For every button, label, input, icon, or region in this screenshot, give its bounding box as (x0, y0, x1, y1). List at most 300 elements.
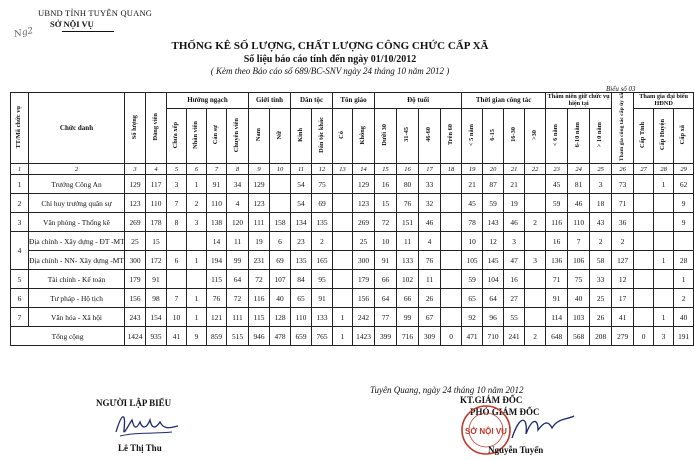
data-cell: 78 (462, 213, 483, 232)
data-cell: 21 (504, 175, 525, 194)
data-cell: 158 (270, 213, 291, 232)
total-cell: 1424 (125, 327, 146, 346)
data-cell: 110 (146, 194, 167, 213)
data-cell: 33 (590, 270, 612, 289)
data-cell: 46 (504, 213, 525, 232)
data-cell: 72 (227, 289, 249, 308)
data-cell: 1 (654, 308, 674, 327)
data-cell: 27 (504, 289, 525, 308)
data-cell: 23 (291, 232, 312, 251)
table-row (11, 270, 694, 289)
data-cell: 81 (568, 175, 590, 194)
data-cell (525, 289, 546, 308)
department-underline (62, 31, 114, 32)
data-cell (654, 289, 674, 308)
data-cell (270, 175, 291, 194)
data-cell: 64 (483, 289, 504, 308)
data-cell: 165 (312, 251, 333, 270)
data-cell: 41 (612, 308, 634, 327)
col-work-3-label: 16-30 (509, 127, 517, 143)
table-row (11, 232, 694, 251)
index-cell: 15 (375, 164, 397, 175)
index-cell: 19 (462, 164, 483, 175)
data-cell: 15 (146, 232, 167, 251)
data-cell: 72 (375, 213, 397, 232)
col-sen-1 (546, 108, 568, 163)
col-rank-unclassified (167, 108, 187, 163)
col-rank-staff-label: Nhân viên (192, 120, 200, 149)
data-cell: 40 (270, 289, 291, 308)
total-cell: 9 (187, 327, 207, 346)
data-cell: 91 (312, 289, 333, 308)
data-cell (654, 270, 674, 289)
data-cell: 136 (546, 251, 568, 270)
total-cell: 241 (504, 327, 525, 346)
data-cell: 69 (312, 194, 333, 213)
col-rank-specialist-label: Chuyên viên (233, 117, 241, 152)
row-number: 4 (11, 232, 29, 270)
data-cell: 179 (353, 270, 375, 289)
index-cell: 27 (634, 164, 654, 175)
col-rel-yes (333, 108, 353, 163)
data-cell: 71 (612, 194, 634, 213)
data-cell: 3 (525, 251, 546, 270)
total-cell: 191 (674, 327, 694, 346)
data-cell: 32 (419, 194, 441, 213)
data-cell: 40 (568, 289, 590, 308)
data-cell (167, 270, 187, 289)
index-cell: 12 (312, 164, 333, 175)
col-stt-header (11, 93, 29, 164)
data-cell (654, 232, 674, 251)
col-hd-district-label: Cấp Huyện (659, 119, 667, 151)
col-work-2 (483, 108, 504, 163)
data-cell: 16 (504, 270, 525, 289)
data-cell: 12 (612, 270, 634, 289)
data-cell: 76 (397, 194, 419, 213)
index-cell: 13 (333, 164, 353, 175)
col-age-2-label: 31-45 (403, 127, 411, 143)
col-stt-label: TT/Mã chức vụ (15, 105, 23, 149)
data-cell: 194 (207, 251, 227, 270)
total-cell: 309 (419, 327, 441, 346)
data-cell: 21 (462, 175, 483, 194)
index-cell: 2 (29, 164, 125, 175)
row-number: 6 (11, 289, 29, 308)
col-work-1-label: < 5 năm (467, 123, 475, 146)
data-cell: 121 (207, 308, 227, 327)
index-cell: 28 (654, 164, 674, 175)
data-cell: 99 (397, 308, 419, 327)
col-qty-label: Số lượng (130, 114, 138, 140)
data-cell: 117 (146, 175, 167, 194)
data-cell: 15 (375, 194, 397, 213)
data-cell: 54 (291, 175, 312, 194)
data-cell: 16 (375, 175, 397, 194)
data-cell: 12 (483, 232, 504, 251)
data-cell (525, 270, 546, 289)
data-cell: 135 (291, 251, 312, 270)
col-age-1 (375, 108, 397, 163)
data-cell: 69 (270, 251, 291, 270)
total-cell: 41 (167, 327, 187, 346)
data-cell (333, 175, 353, 194)
data-cell: 129 (249, 175, 270, 194)
data-cell: 1 (187, 251, 207, 270)
data-cell: 71 (546, 270, 568, 289)
data-cell (654, 213, 674, 232)
col-rel-yes-label: Có (338, 130, 346, 139)
data-cell: 80 (397, 175, 419, 194)
data-cell: 9 (674, 213, 694, 232)
data-cell: 76 (419, 251, 441, 270)
sheet-number: Biểu số 03 (606, 85, 636, 93)
data-cell: 4 (227, 194, 249, 213)
index-cell: 29 (674, 164, 694, 175)
data-cell: 134 (291, 213, 312, 232)
data-cell (187, 232, 207, 251)
data-cell: 11 (397, 232, 419, 251)
col-rank-unclassified-label: Chưa xếp (172, 121, 180, 149)
data-cell: 116 (546, 213, 568, 232)
data-cell: 9 (674, 194, 694, 213)
index-cell: 4 (146, 164, 167, 175)
row-title: Tư pháp - Hộ tịch (29, 289, 125, 308)
data-cell (654, 194, 674, 213)
data-cell: 58 (590, 251, 612, 270)
data-cell (441, 251, 462, 270)
data-cell: 127 (612, 251, 634, 270)
data-cell: 129 (125, 175, 146, 194)
approver-title: KT.GIÁM ĐỐC (460, 395, 523, 405)
data-cell: 99 (227, 251, 249, 270)
data-cell: 1 (674, 270, 694, 289)
total-cell: 279 (612, 327, 634, 346)
total-cell: 568 (568, 327, 590, 346)
index-cell: 20 (483, 164, 504, 175)
col-age-3 (419, 108, 441, 163)
data-cell: 2 (525, 213, 546, 232)
col-age-4 (441, 108, 462, 163)
data-cell: 7 (568, 232, 590, 251)
index-cell: 8 (227, 164, 249, 175)
data-cell: 145 (483, 251, 504, 270)
data-cell (525, 308, 546, 327)
data-cell: 106 (568, 251, 590, 270)
data-cell: 67 (419, 308, 441, 327)
total-cell: 765 (312, 327, 333, 346)
data-cell: 120 (227, 213, 249, 232)
index-cell: 10 (270, 164, 291, 175)
total-cell: 515 (227, 327, 249, 346)
total-cell: 859 (207, 327, 227, 346)
data-cell: 25 (125, 232, 146, 251)
row-number: 3 (11, 213, 29, 232)
data-cell (187, 270, 207, 289)
col-work-1 (462, 108, 483, 163)
row-number: 5 (11, 270, 29, 289)
data-cell: 91 (546, 289, 568, 308)
preparer-signature (112, 408, 182, 440)
data-cell: 11 (419, 270, 441, 289)
data-cell: 143 (483, 213, 504, 232)
data-cell: 123 (125, 194, 146, 213)
col-eth-kinh-label: Kinh (296, 127, 304, 142)
data-cell: 84 (291, 270, 312, 289)
data-cell: 1 (187, 175, 207, 194)
col-hd-district (654, 108, 674, 163)
index-cell: 1 (11, 164, 29, 175)
data-cell: 178 (146, 213, 167, 232)
data-cell: 1 (654, 251, 674, 270)
seal-text: SỞ NỘI VỤ (465, 427, 507, 436)
data-cell: 66 (397, 289, 419, 308)
data-cell: 102 (397, 270, 419, 289)
data-cell: 40 (674, 308, 694, 327)
data-cell: 156 (125, 289, 146, 308)
approver-name: Nguyễn Tuyến (488, 445, 544, 455)
col-sen-3-label: > 10 năm (596, 122, 604, 148)
data-cell: 6 (270, 232, 291, 251)
table-row (11, 194, 694, 213)
data-cell (634, 194, 654, 213)
data-cell: 14 (207, 232, 227, 251)
data-cell: 115 (207, 270, 227, 289)
data-cell: 3 (590, 175, 612, 194)
data-cell (634, 289, 654, 308)
data-cell: 1 (187, 289, 207, 308)
total-cell: 935 (146, 327, 167, 346)
col-sen-3 (590, 108, 612, 163)
data-cell: 128 (270, 308, 291, 327)
data-cell: 96 (483, 308, 504, 327)
total-label: Tổng cộng (11, 327, 125, 346)
data-cell: 1 (333, 308, 353, 327)
col-party-committee-header (612, 93, 634, 164)
col-gender-female (270, 108, 291, 163)
data-cell: 2 (674, 289, 694, 308)
index-cell: 16 (397, 164, 419, 175)
data-cell: 138 (207, 213, 227, 232)
data-cell: 3 (187, 213, 207, 232)
data-cell: 26 (419, 289, 441, 308)
data-cell: 10 (375, 232, 397, 251)
data-cell (441, 308, 462, 327)
data-cell: 110 (207, 194, 227, 213)
data-cell (333, 251, 353, 270)
data-cell: 111 (227, 308, 249, 327)
table-row (11, 175, 694, 194)
group-religion-header: Tôn giáo (333, 93, 375, 109)
data-cell: 75 (312, 175, 333, 194)
table-row (11, 289, 694, 308)
data-cell: 2 (612, 232, 634, 251)
col-sen-2-label: 6-10 năm (574, 122, 582, 148)
col-hd-province-label: Cấp Tỉnh (639, 121, 647, 148)
index-cell: 24 (568, 164, 590, 175)
data-cell: 114 (546, 308, 568, 327)
data-cell: 242 (353, 308, 375, 327)
row-number: 2 (11, 194, 29, 213)
data-cell: 59 (483, 194, 504, 213)
data-cell (333, 213, 353, 232)
col-rank-staff (187, 108, 207, 163)
data-cell: 19 (504, 194, 525, 213)
data-cell: 76 (207, 289, 227, 308)
col-sen-1-label: < 6 năm (552, 123, 560, 146)
data-cell: 10 (462, 232, 483, 251)
index-cell: 25 (590, 164, 612, 175)
data-cell: 73 (612, 175, 634, 194)
data-cell: 98 (146, 289, 167, 308)
col-hd-province (634, 108, 654, 163)
data-cell: 104 (483, 270, 504, 289)
data-cell: 46 (568, 194, 590, 213)
data-cell: 7 (167, 194, 187, 213)
data-cell: 43 (590, 213, 612, 232)
data-cell (674, 232, 694, 251)
col-gender-male (249, 108, 270, 163)
total-cell: 478 (270, 327, 291, 346)
row-number: 1 (11, 175, 29, 194)
group-gender-header: Giới tính (249, 93, 291, 109)
data-cell (634, 251, 654, 270)
data-cell: 243 (125, 308, 146, 327)
col-rank-officer-label: Cán sự (212, 125, 220, 145)
data-cell: 59 (546, 194, 568, 213)
data-cell (441, 213, 462, 232)
data-cell (441, 232, 462, 251)
data-cell: 110 (568, 213, 590, 232)
data-cell: 55 (504, 308, 525, 327)
data-cell: 3 (167, 175, 187, 194)
col-eth-other (312, 108, 333, 163)
data-cell: 1 (654, 175, 674, 194)
col-hd-commune (674, 108, 694, 163)
data-cell: 116 (249, 289, 270, 308)
data-cell: 95 (312, 270, 333, 289)
table-row (11, 308, 694, 327)
total-cell: 0 (441, 327, 462, 346)
data-cell: 17 (612, 289, 634, 308)
data-cell (634, 270, 654, 289)
data-cell: 300 (125, 251, 146, 270)
data-cell: 64 (375, 289, 397, 308)
index-cell: 18 (441, 164, 462, 175)
data-cell: 91 (146, 270, 167, 289)
index-row (11, 164, 694, 175)
col-age-2 (397, 108, 419, 163)
index-cell: 22 (525, 164, 546, 175)
group-ethnicity-header: Dân tộc (291, 93, 333, 109)
department-name: SỞ NỘI VỤ (50, 19, 94, 29)
data-cell: 65 (291, 289, 312, 308)
col-gender-female-label: Nữ (275, 130, 283, 140)
index-cell: 17 (419, 164, 441, 175)
index-cell: 26 (612, 164, 634, 175)
data-cell: 36 (612, 213, 634, 232)
data-cell: 64 (227, 270, 249, 289)
col-age-3-label: 46-60 (425, 127, 433, 143)
data-cell: 3 (504, 232, 525, 251)
data-cell (634, 213, 654, 232)
data-cell: 154 (146, 308, 167, 327)
data-cell (441, 194, 462, 213)
col-rel-no-label: Không (359, 125, 367, 145)
data-cell (525, 232, 546, 251)
total-cell: 208 (590, 327, 612, 346)
data-cell: 46 (419, 213, 441, 232)
data-cell: 1 (187, 308, 207, 327)
data-cell: 156 (353, 289, 375, 308)
approver-signature (508, 408, 578, 444)
data-cell (333, 232, 353, 251)
col-hd-commune-label: Cấp xã (679, 125, 687, 145)
total-cell: 0 (634, 327, 654, 346)
col-party-committee-label: Tham gia công tác cấp ủy xã (618, 93, 625, 162)
attachment-note: ( Kèm theo Báo cáo số 689/BC-SNV ngày 24 tháng 10 năm 2012 ) (210, 66, 450, 76)
data-cell: 103 (568, 308, 590, 327)
data-cell: 11 (227, 232, 249, 251)
index-cell: 23 (546, 164, 568, 175)
index-cell: 11 (291, 164, 312, 175)
row-number: 7 (11, 308, 29, 327)
data-cell: 115 (249, 308, 270, 327)
data-cell: 110 (291, 308, 312, 327)
data-cell: 45 (546, 175, 568, 194)
data-cell: 33 (419, 175, 441, 194)
data-cell: 123 (249, 194, 270, 213)
col-work-3 (504, 108, 525, 163)
col-eth-kinh (291, 108, 312, 163)
group-council-header: Tham gia đại biểu HĐND (634, 93, 694, 109)
data-cell (333, 270, 353, 289)
group-rank-header: Hướng ngạch (167, 93, 249, 109)
data-cell: 6 (167, 251, 187, 270)
col-work-2-label: 6-15 (488, 129, 496, 141)
total-cell: 399 (375, 327, 397, 346)
data-cell: 172 (146, 251, 167, 270)
data-cell: 107 (270, 270, 291, 289)
data-cell: 123 (353, 194, 375, 213)
data-cell: 25 (590, 289, 612, 308)
statistics-table (10, 92, 694, 346)
data-cell: 28 (674, 251, 694, 270)
table-row (11, 251, 694, 270)
data-cell (525, 175, 546, 194)
total-cell: 3 (654, 327, 674, 346)
total-row (11, 327, 694, 346)
row-title: Văn phòng - Thống kê (29, 213, 125, 232)
data-cell: 91 (375, 251, 397, 270)
document-subtitle: Số liệu báo cáo tính đến ngày 01/10/2012 (243, 54, 417, 65)
total-cell: 1 (333, 327, 353, 346)
total-cell: 1423 (353, 327, 375, 346)
data-cell: 2 (312, 232, 333, 251)
data-cell: 87 (483, 175, 504, 194)
col-work-4-label: >30 (530, 129, 538, 140)
col-sen-2 (568, 108, 590, 163)
data-cell: 4 (419, 232, 441, 251)
total-cell: 710 (483, 327, 504, 346)
data-cell: 34 (227, 175, 249, 194)
data-cell: 45 (462, 194, 483, 213)
data-cell: 92 (462, 308, 483, 327)
data-cell: 2 (590, 232, 612, 251)
table-body (11, 164, 694, 346)
group-work-header: Thời gian công tác (462, 93, 546, 109)
data-cell: 269 (353, 213, 375, 232)
